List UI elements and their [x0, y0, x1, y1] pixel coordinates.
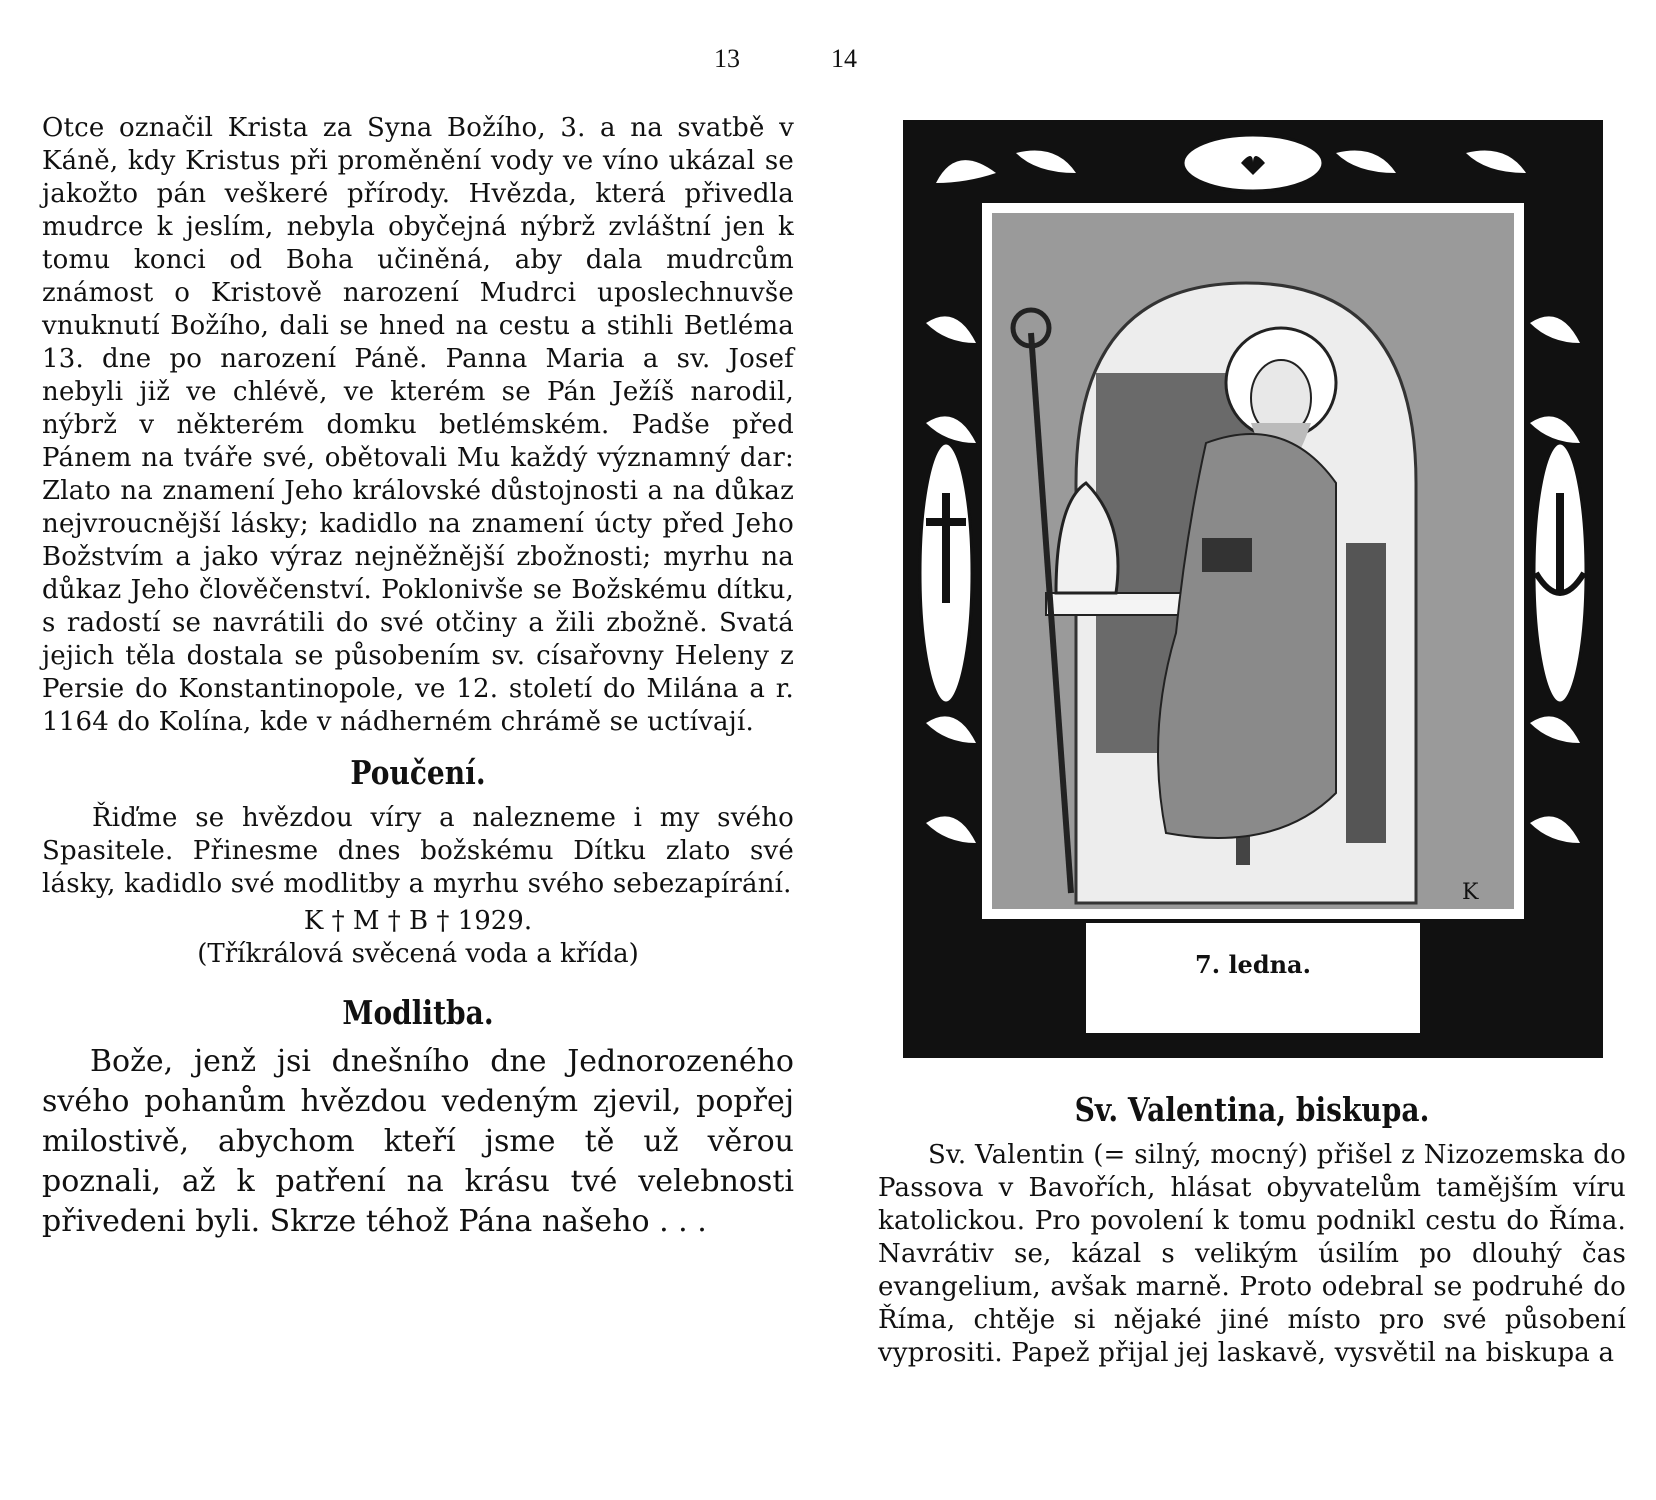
illustration-drawing [906, 123, 1600, 1055]
heading-pouceni: Poučení. [350, 753, 486, 792]
kmb-line: K † M † B † 1929. [303, 906, 533, 936]
main-paragraph: Otce označil Krista za Syna Božího, 3. a na svatbě v Káně, kdy Kristus při proměnění vody ve víno ukázal se jakožto pán veškeré přírody. Hvězda, která přivedla mudrce k jeslím, nebyla obyčejná nýbrž zvláštní jen k tomu konci od Boha učiněná, aby dala mudrcům známost o Kristově narození Mudrci uposlechnuvše vnuknutí Božího, dali se hned na cestu a stihli Betléma 13. dne po narození Páně. Panna Maria a sv. Josef nebyli již ve chlévě, ve kterém se Pán Ježíš narodil, nýbrž v některém domku betlémském. Padše před Pánem na tváře své, obětovali Mu každý významný dar: Zlato na znamení Jeho královské důstojnosti a na důkaz nejvroucnější lásky; kadidlo na znamení úcty před Jeho Božstvím a jako výraz nejněžnější zbožnosti; myrhu na důkaz Jeho člověčenství. Poklonivše se Božskému dítku, s radostí se navrátili do své otčiny a žili zbožně. Svatá jejich těla dostala se působením sv. císařovny Heleny z Persie do Konstantinopole, ve 12. století do Milána a r. 1164 do Kolína, kde v nádherném chrámě se uctívají. [42, 113, 794, 737]
page-number-left: 13 [714, 44, 740, 73]
prayer-paragraph: Bože, jenž jsi dnešního dne Jednorozeného svého pohanům hvězdou vedeným zjevil, popřej milostivě, abychom kteří jsme tě už věrou poznali, až k patření na krásu tvé velebnosti přivedeni byli. Skrze téhož Pána našeho . . . [42, 1044, 794, 1239]
kmb-note: (Tříkrálová svěcená voda a křída) [197, 939, 639, 969]
heading-valentin: Sv. Valentina, biskupa. [1074, 1090, 1430, 1129]
saint-illustration [903, 120, 1603, 1058]
book [1202, 538, 1252, 572]
heading-modlitba: Modlitba. [342, 993, 494, 1032]
illustration-caption: 7. ledna. [1195, 950, 1311, 979]
valentin-paragraph: Sv. Valentin (= silný, mocný) přišel z Nizozemska do Passova v Bavořích, hlásat obyvatelům tamějším víru katolickou. Pro povolení k tomu podnikl cestu do Říma. Navrátiv se, kázal s velikým úsilím po dlouhý čas evangelium, avšak marně. Proto odebral se podruhé do Říma, chtěje si nějaké jiné místo pro své působení vyprositi. Papež přijal jej laskavě, vysvětil na biskupa a [878, 1140, 1626, 1368]
pouceni-paragraph: Řiďme se hvězdou víry a nalezneme i my svého Spasitele. Přinesme dnes božskému Dítku zlato své lásky, kadidlo své modlitby a myrhu svého sebezapírání. [42, 803, 794, 899]
right-page-content [878, 1090, 1626, 1370]
left-page-content [42, 112, 794, 1242]
page-number-right: 14 [831, 44, 857, 73]
artist-monogram: K [1462, 880, 1479, 905]
